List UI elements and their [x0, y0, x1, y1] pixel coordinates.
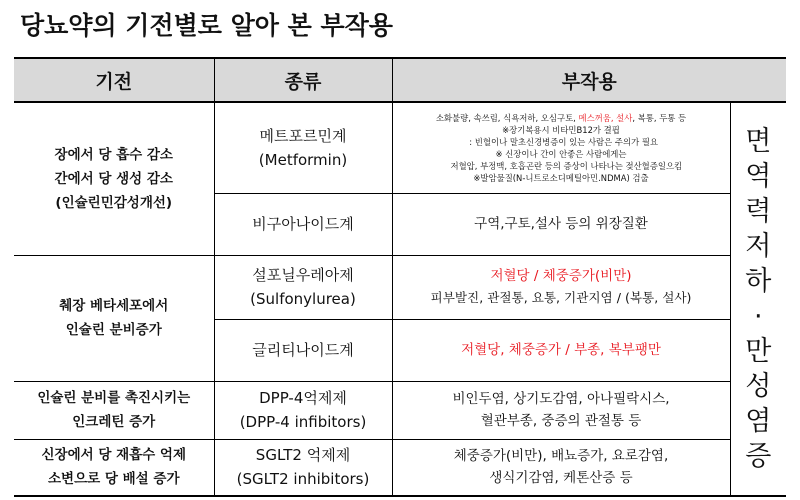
kind-name: SGLT2 억제제 [255, 446, 351, 465]
side-effect-line: 비인두염, 상기도감염, 아나필락시스, [452, 391, 670, 407]
side-effect-line: 피부발진, 관절통, 요통, 기관지염 / (복통, 설사) [430, 290, 692, 305]
side-effect-line [393, 112, 730, 124]
side-effect-line: ※발암물질(N-니트로소디메틸아민.NDMA) 검출 [473, 172, 649, 183]
side-char: 력 [745, 196, 772, 227]
kind-english: (DPP-4 infibitors) [239, 413, 367, 431]
kind-cell [214, 255, 392, 319]
mechanism-cell [14, 255, 214, 381]
side-effect-highlight: 메스꺼움, 설사 [578, 112, 633, 123]
side-char: 증 [745, 441, 772, 472]
kind-cell [214, 439, 392, 496]
table-row [14, 381, 786, 439]
side-effect-cell [392, 102, 730, 193]
kind-name: 글리티나이드계 [252, 341, 354, 359]
kind-name: DPP-4억제제 [259, 389, 347, 407]
header-side-effect: 부작용 [392, 58, 786, 102]
side-effect-line: 체중증가(비만), 배뇨증가, 요로감염, [453, 448, 669, 465]
side-char: 만 [745, 336, 772, 367]
mechanism-cell [14, 102, 214, 255]
side-effect-line: 구역,구토,설사 등의 위장질환 [474, 216, 648, 232]
side-effect-line: 생식기감염, 케톤산증 등 [489, 470, 633, 487]
kind-cell [214, 381, 392, 439]
mechanism-line: 췌장 베타세포에서 [59, 298, 169, 314]
side-effect-line: ※장기복용시 비타민B12가 결핍 [502, 124, 620, 135]
side-column [730, 102, 786, 496]
side-effect-text: 소화불량, 속쓰림, 식욕저하, 오심구토, [435, 112, 579, 123]
page-title: 당뇨약의 기전별로 알아 본 부작용 [20, 11, 393, 40]
kind-english: (SGLT2 inhibitors) [236, 470, 370, 489]
mechanism-line: 장에서 당 흡수 감소 [54, 146, 173, 163]
mechanism-line: 소변으로 당 배설 증가 [48, 471, 180, 488]
side-effect-cell [392, 255, 730, 319]
mechanism-line: 인크레틴 증가 [72, 414, 156, 430]
side-char: 하 [745, 266, 772, 297]
side-effect-highlight: 저혈당 / 체중증가(비만) [490, 268, 632, 284]
side-effect-line: 저혈압, 부정맥, 호흡곤란 등의 증상이 나타나는 젖산혈증일으킴 [439, 160, 683, 171]
side-effect-cell [392, 439, 730, 496]
mechanism-cell [14, 439, 214, 496]
table-row [14, 255, 786, 319]
side-effect-line: : 빈혈이나 말초신경병증이 있는 사람은 주의가 필요 [463, 136, 658, 147]
side-effect-cell [392, 319, 730, 381]
side-effect-cell [392, 193, 730, 255]
kind-name: 설포닐우레아제 [252, 266, 354, 284]
header-mechanism: 기전 [14, 58, 214, 102]
side-char: 성 [745, 371, 772, 402]
kind-cell [214, 102, 392, 193]
header-kind: 종류 [214, 58, 392, 102]
mechanism-line: 인슐린 분비증가 [65, 322, 162, 338]
mechanism-line: 신장에서 당 재흡수 억제 [41, 447, 186, 464]
kind-cell [214, 319, 392, 381]
side-char: · [753, 301, 763, 332]
table-row [14, 102, 786, 193]
mechanism-line: 인슐린 분비를 촉진시키는 [37, 390, 191, 406]
mechanism-line: (인슐린민감성개선) [55, 194, 173, 211]
kind-english: (Metformin) [258, 150, 348, 169]
kind-cell [214, 193, 392, 255]
side-effect-cell [392, 381, 730, 439]
side-char: 저 [745, 231, 772, 262]
side-char: 역 [745, 161, 772, 192]
side-effect-text: , 복통, 두통 등 [632, 112, 687, 123]
mechanism-cell [14, 381, 214, 439]
side-char: 면 [745, 126, 772, 157]
side-effect-highlight: 저혈당, 체중증가 / 부종, 복부팽만 [461, 342, 661, 358]
header-row [14, 58, 786, 102]
kind-name: 메트포르민계 [259, 126, 347, 145]
kind-english: (Sulfonylurea) [250, 290, 356, 308]
side-effect-line: ※ 신장이나 간이 안좋은 사람에게는 [495, 148, 627, 159]
mechanism-line: 간에서 당 생성 감소 [54, 170, 173, 187]
table-row [14, 439, 786, 496]
side-effect-line: 혈관부종, 중증의 관절통 등 [480, 413, 642, 429]
kind-name: 비구아나이드계 [252, 215, 354, 233]
side-char: 염 [745, 406, 772, 437]
side-effect-table [14, 57, 786, 497]
